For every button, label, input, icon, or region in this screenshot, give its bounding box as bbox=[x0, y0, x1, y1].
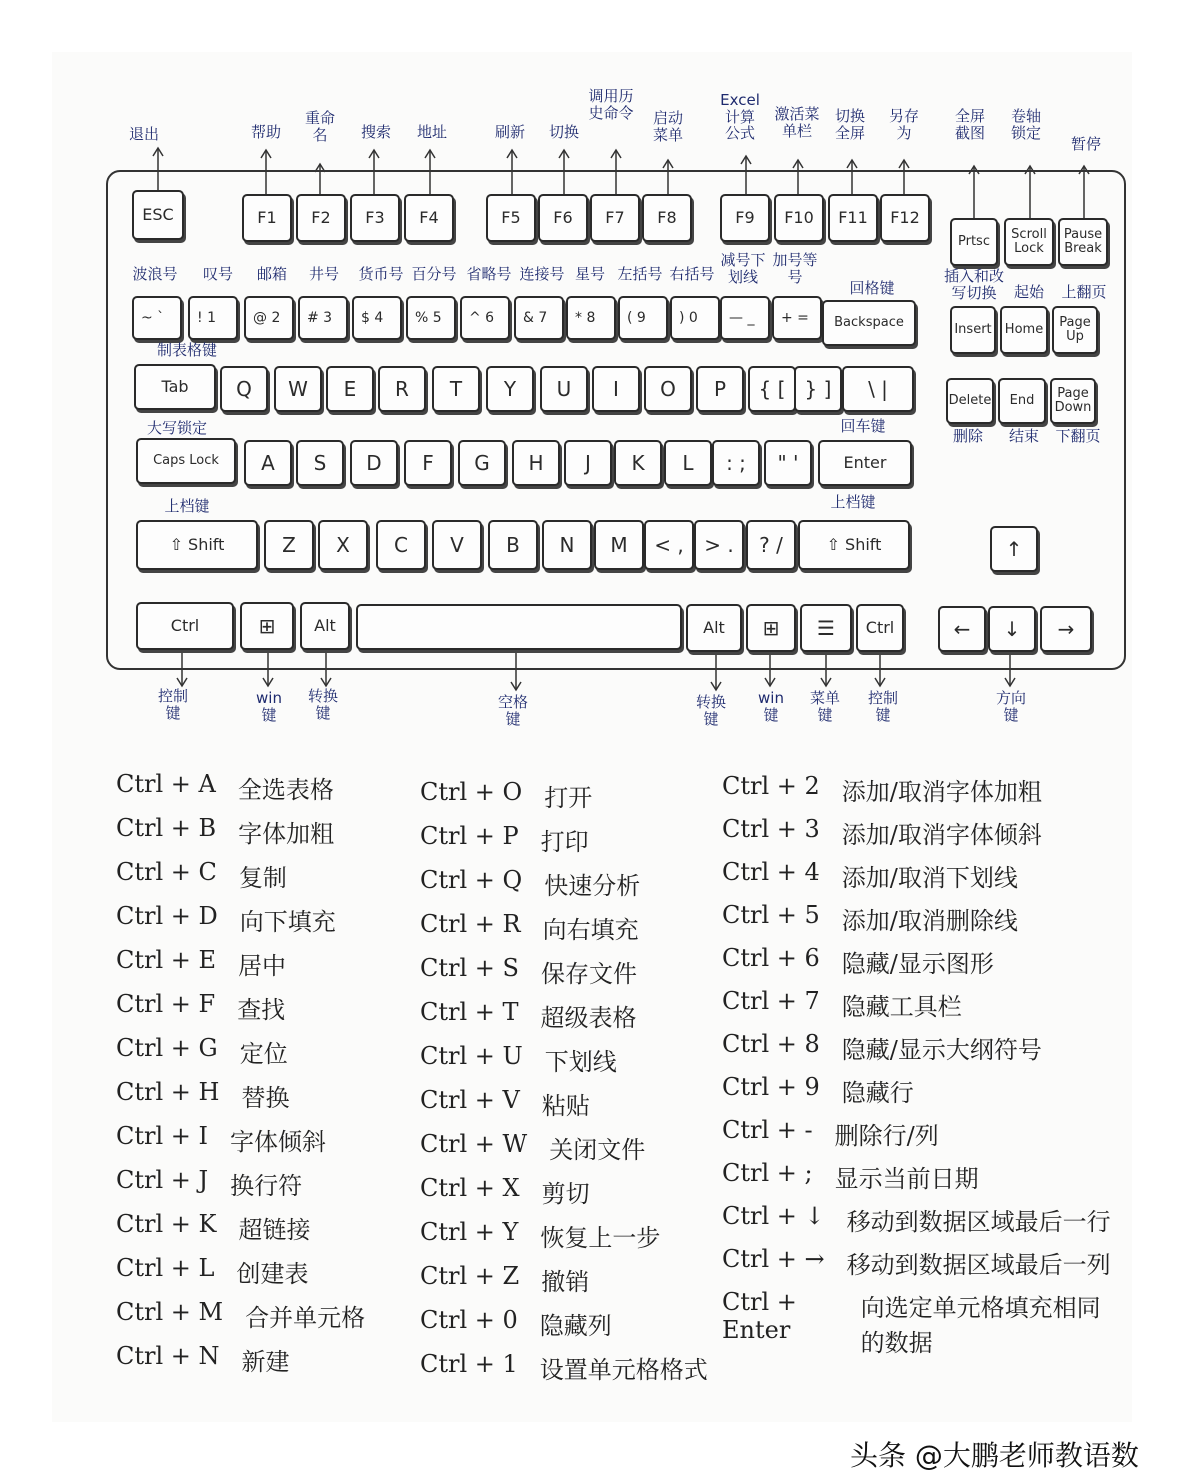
z-row-key-9[interactable]: ? / bbox=[746, 520, 796, 570]
top-label-7: 调用历史命令 bbox=[588, 87, 634, 122]
shortcut-row bbox=[420, 778, 708, 822]
shortcut-description: 替换 bbox=[241, 1084, 290, 1112]
a-row-key-4[interactable]: G bbox=[458, 440, 506, 486]
q-row-key-10[interactable]: { [ bbox=[748, 366, 796, 412]
shortcut-description: 剪切 bbox=[541, 1180, 590, 1208]
shortcut-row bbox=[420, 1130, 708, 1174]
left-alt-key[interactable]: Alt bbox=[300, 602, 350, 650]
shortcut-keys: Ctrl + A bbox=[116, 770, 216, 798]
annotation-3: 井号 bbox=[308, 265, 339, 283]
page-down-key[interactable]: Page Down bbox=[1050, 378, 1096, 424]
f9-key[interactable]: F9 bbox=[720, 194, 770, 242]
z-row-key-4[interactable]: B bbox=[488, 520, 538, 570]
shortcut-description: 向下填充 bbox=[239, 908, 336, 936]
shortcut-description: 居中 bbox=[238, 952, 287, 980]
shortcut-description: 添加/取消字体倾斜 bbox=[841, 821, 1042, 849]
shortcut-keys: Ctrl + G bbox=[116, 1034, 218, 1062]
annotation-16: 上翻页 bbox=[1061, 283, 1107, 301]
left-win-key[interactable] bbox=[240, 602, 294, 650]
shortcut-keys: Ctrl + T bbox=[420, 998, 519, 1026]
f3-key[interactable]: F3 bbox=[350, 194, 400, 242]
backspace-key[interactable]: Backspace bbox=[822, 300, 916, 346]
annotation-2: 邮箱 bbox=[256, 265, 287, 283]
right-ctrl-key[interactable]: Ctrl bbox=[856, 604, 904, 652]
shortcut-description: 定位 bbox=[239, 1040, 288, 1068]
top-label-13: 全屏截图 bbox=[954, 107, 985, 142]
left-ctrl-key[interactable]: Ctrl bbox=[136, 602, 234, 650]
shortcut-row bbox=[722, 1202, 1111, 1245]
shortcut-description: 撤销 bbox=[541, 1268, 590, 1296]
shortcut-row bbox=[420, 822, 708, 866]
shortcut-keys: Ctrl + Enter bbox=[722, 1288, 797, 1344]
tab-key[interactable]: Tab bbox=[134, 364, 216, 410]
shortcut-row bbox=[116, 1034, 365, 1078]
home-key[interactable]: Home bbox=[1000, 306, 1048, 354]
bottom-label-6: 菜单键 bbox=[809, 689, 840, 724]
q-row-key-2[interactable]: E bbox=[326, 366, 374, 412]
shortcut-description: 向选定单元格填充相同的数据 bbox=[860, 1294, 1101, 1357]
num-key-0[interactable]: ~ ` bbox=[132, 296, 182, 340]
num-key-1[interactable]: ! 1 bbox=[188, 296, 238, 340]
f4-key[interactable]: F4 bbox=[404, 194, 454, 242]
shortcut-row bbox=[420, 1350, 708, 1394]
a-row-key-1[interactable]: S bbox=[296, 440, 344, 486]
up-arrow-key[interactable]: ↑ bbox=[990, 526, 1038, 572]
right-alt-key[interactable]: Alt bbox=[686, 604, 742, 652]
esc-key[interactable]: ESC bbox=[132, 190, 184, 240]
q-row-key-3[interactable]: R bbox=[378, 366, 426, 412]
a-row-key-9[interactable]: : ; bbox=[712, 440, 760, 486]
shortcut-description: 隐藏工具栏 bbox=[841, 993, 962, 1021]
shortcut-description: 字体倾斜 bbox=[230, 1128, 327, 1156]
shortcut-row bbox=[722, 944, 1111, 987]
top-label-0: 退出 bbox=[128, 125, 159, 143]
shortcut-keys: Ctrl + K bbox=[116, 1210, 217, 1238]
f11-key[interactable]: F11 bbox=[828, 194, 878, 242]
annotation-18: 大写锁定 bbox=[146, 419, 207, 437]
shortcut-row bbox=[116, 990, 365, 1034]
shortcut-description: 创建表 bbox=[236, 1260, 309, 1288]
shortcut-keys: Ctrl + 4 bbox=[722, 858, 820, 886]
z-row-key-8[interactable]: > . bbox=[694, 520, 744, 570]
z-row-key-1[interactable]: X bbox=[318, 520, 368, 570]
down-arrow-key[interactable]: ↓ bbox=[988, 606, 1036, 652]
a-row-key-0[interactable]: A bbox=[244, 440, 292, 486]
z-row-key-3[interactable]: V bbox=[432, 520, 482, 570]
num-key-8[interactable]: * 8 bbox=[566, 296, 616, 340]
a-row-key-7[interactable]: K bbox=[614, 440, 662, 486]
shortcut-keys: Ctrl + F bbox=[116, 990, 216, 1018]
shortcut-keys: Ctrl + S bbox=[420, 954, 519, 982]
shortcut-description: 超链接 bbox=[238, 1216, 311, 1244]
shortcut-description: 打印 bbox=[540, 828, 589, 856]
shortcut-keys: Ctrl + ↓ bbox=[722, 1202, 825, 1230]
annotation-9: 左括号 bbox=[617, 265, 663, 283]
left-arrow-key[interactable]: ← bbox=[938, 606, 986, 652]
top-label-14: 卷轴锁定 bbox=[1010, 107, 1041, 142]
shortcut-column-3 bbox=[722, 772, 1111, 1378]
shortcut-row bbox=[722, 1245, 1111, 1288]
bottom-label-1: win键 bbox=[256, 689, 282, 724]
page-up-key[interactable]: Page Up bbox=[1052, 306, 1098, 354]
shortcut-description: 字体加粗 bbox=[238, 820, 335, 848]
top-label-9: Excel计算公式 bbox=[720, 91, 760, 142]
annotation-1: 叹号 bbox=[202, 265, 233, 283]
shortcut-keys: Ctrl + Y bbox=[420, 1218, 519, 1246]
top-label-6: 切换 bbox=[548, 123, 579, 141]
shortcut-keys: Ctrl + C bbox=[116, 858, 217, 886]
shortcut-row bbox=[116, 1122, 365, 1166]
right-win-key[interactable] bbox=[746, 604, 796, 652]
annotation-21: 上档键 bbox=[830, 493, 876, 511]
windows-icon: ⊞ bbox=[258, 613, 276, 638]
annotation-19: 回车键 bbox=[840, 417, 886, 435]
top-label-10: 激活菜单栏 bbox=[774, 105, 820, 140]
shortcut-description: 隐藏行 bbox=[841, 1079, 914, 1107]
annotation-24: 下翻页 bbox=[1055, 427, 1101, 445]
shortcut-description: 添加/取消字体加粗 bbox=[841, 778, 1042, 806]
f6-key[interactable]: F6 bbox=[538, 194, 588, 242]
shortcut-description: 移动到数据区域最后一列 bbox=[846, 1251, 1111, 1279]
bottom-label-7: 控制键 bbox=[867, 689, 898, 724]
num-key-11[interactable]: — _ bbox=[720, 296, 770, 340]
z-row-key-5[interactable]: N bbox=[542, 520, 592, 570]
prtsc-key[interactable]: Prtsc bbox=[950, 218, 998, 266]
shortcut-row bbox=[722, 1116, 1111, 1159]
q-row-key-11[interactable]: } ] bbox=[794, 366, 842, 412]
shortcut-description: 显示当前日期 bbox=[834, 1165, 979, 1193]
shortcut-row bbox=[722, 987, 1111, 1030]
shortcut-row bbox=[116, 902, 365, 946]
f8-key[interactable]: F8 bbox=[642, 194, 692, 242]
num-key-12[interactable]: + = bbox=[772, 296, 822, 340]
shortcut-keys: Ctrl + U bbox=[420, 1042, 523, 1070]
shortcut-description: 新建 bbox=[241, 1348, 290, 1376]
bottom-label-0: 控制键 bbox=[157, 687, 188, 722]
annotation-23: 结束 bbox=[1008, 427, 1039, 445]
a-row-key-10[interactable]: " ' bbox=[764, 440, 812, 486]
shortcut-description: 复制 bbox=[238, 864, 287, 892]
z-row-key-7[interactable]: < , bbox=[644, 520, 694, 570]
shortcut-row bbox=[116, 814, 365, 858]
annotation-6: 省略号 bbox=[466, 265, 512, 283]
shortcut-keys: Ctrl + E bbox=[116, 946, 217, 974]
shortcut-keys: Ctrl + Z bbox=[420, 1262, 520, 1290]
shortcut-row bbox=[722, 1159, 1111, 1202]
a-row-key-6[interactable]: J bbox=[564, 440, 612, 486]
shortcut-keys: Ctrl + J bbox=[116, 1166, 209, 1194]
shortcut-keys: Ctrl + R bbox=[420, 910, 521, 938]
shortcut-row bbox=[116, 858, 365, 902]
shortcut-keys: Ctrl + 2 bbox=[722, 772, 820, 800]
shortcut-row bbox=[722, 901, 1111, 944]
shortcut-row bbox=[722, 1073, 1111, 1116]
annotation-14: 插入和改写切换 bbox=[944, 267, 1005, 302]
num-key-4[interactable]: $ 4 bbox=[352, 296, 402, 340]
shortcut-description: 隐藏/显示大纲符号 bbox=[841, 1036, 1042, 1064]
shortcut-row bbox=[722, 1030, 1111, 1073]
shortcut-keys: Ctrl + N bbox=[116, 1342, 220, 1370]
shortcut-description: 保存文件 bbox=[540, 960, 637, 988]
shortcut-row bbox=[116, 946, 365, 990]
shortcut-row bbox=[722, 815, 1111, 858]
annotation-22: 删除 bbox=[952, 427, 983, 445]
shortcut-row bbox=[420, 1086, 708, 1130]
shortcut-description: 粘贴 bbox=[541, 1092, 590, 1120]
shortcut-keys: Ctrl + ; bbox=[722, 1159, 813, 1187]
num-key-10[interactable]: ) 0 bbox=[670, 296, 720, 340]
num-key-7[interactable]: & 7 bbox=[514, 296, 564, 340]
a-row-key-3[interactable]: F bbox=[404, 440, 452, 486]
shortcut-keys: Ctrl + P bbox=[420, 822, 519, 850]
shortcut-description: 添加/取消删除线 bbox=[841, 907, 1018, 935]
shortcut-row bbox=[722, 772, 1111, 815]
shortcut-description: 合并单元格 bbox=[245, 1304, 366, 1332]
z-row-key-6[interactable]: M bbox=[594, 520, 644, 570]
right-shift-key[interactable]: ⇧ Shift bbox=[798, 520, 910, 570]
a-row-key-5[interactable]: H bbox=[512, 440, 560, 486]
top-label-2: 重命名 bbox=[304, 109, 335, 144]
shortcut-row bbox=[420, 1042, 708, 1086]
shortcut-row bbox=[420, 866, 708, 910]
num-key-9[interactable]: ( 9 bbox=[618, 296, 668, 340]
shortcut-keys: Ctrl + V bbox=[420, 1086, 520, 1114]
windows-icon: ⊞ bbox=[762, 615, 780, 640]
insert-key[interactable]: Insert bbox=[950, 306, 996, 354]
shortcut-keys: Ctrl + 3 bbox=[722, 815, 820, 843]
shortcut-keys: Ctrl + M bbox=[116, 1298, 224, 1326]
num-key-6[interactable]: ^ 6 bbox=[460, 296, 510, 340]
shortcut-row bbox=[116, 1298, 365, 1342]
shortcut-keys: Ctrl + 1 bbox=[420, 1350, 518, 1378]
f10-key[interactable]: F10 bbox=[774, 194, 824, 242]
shortcut-column-2 bbox=[420, 778, 708, 1394]
q-row-key-1[interactable]: W bbox=[274, 366, 322, 412]
bottom-label-4: 转换键 bbox=[695, 693, 726, 728]
shortcut-description: 恢复上一步 bbox=[540, 1224, 661, 1252]
shortcut-keys: Ctrl + I bbox=[116, 1122, 209, 1150]
shortcut-keys: Ctrl + B bbox=[116, 814, 217, 842]
f2-key[interactable]: F2 bbox=[296, 194, 346, 242]
shortcut-row bbox=[722, 858, 1111, 901]
annotation-12: 加号等号 bbox=[772, 251, 818, 286]
shortcut-description: 换行符 bbox=[230, 1172, 303, 1200]
shortcut-row bbox=[116, 770, 365, 814]
shortcut-row bbox=[116, 1166, 365, 1210]
annotation-20: 上档键 bbox=[164, 497, 210, 515]
shortcut-keys: Ctrl + H bbox=[116, 1078, 220, 1106]
space-bar[interactable] bbox=[356, 604, 682, 650]
annotation-13: 回格键 bbox=[849, 279, 895, 297]
z-row-key-0[interactable]: Z bbox=[264, 520, 314, 570]
shortcut-keys: Ctrl + D bbox=[116, 902, 218, 930]
scroll-lock-key[interactable]: Scroll Lock bbox=[1004, 218, 1054, 266]
shortcut-description: 移动到数据区域最后一行 bbox=[846, 1208, 1111, 1236]
annotation-10: 右括号 bbox=[669, 265, 715, 283]
f12-key[interactable]: F12 bbox=[880, 194, 930, 242]
annotation-17: 制表格键 bbox=[156, 341, 217, 359]
a-row-key-2[interactable]: D bbox=[350, 440, 398, 486]
shortcut-row bbox=[722, 1288, 1102, 1378]
top-label-1: 帮助 bbox=[250, 123, 281, 141]
num-key-2[interactable]: @ 2 bbox=[244, 296, 294, 340]
f5-key[interactable]: F5 bbox=[486, 194, 536, 242]
shortcut-row bbox=[116, 1078, 365, 1122]
shortcut-row bbox=[116, 1342, 365, 1386]
pause-break-key[interactable]: Pause Break bbox=[1058, 218, 1108, 266]
q-row-key-12[interactable]: \ | bbox=[842, 366, 914, 412]
q-row-key-7[interactable]: I bbox=[592, 366, 640, 412]
shortcut-row bbox=[420, 910, 708, 954]
a-row-key-8[interactable]: L bbox=[664, 440, 712, 486]
shortcut-keys: Ctrl + L bbox=[116, 1254, 215, 1282]
shortcut-row bbox=[116, 1254, 365, 1298]
shortcut-keys: Ctrl + 0 bbox=[420, 1306, 518, 1334]
shortcut-row bbox=[420, 1262, 708, 1306]
shortcut-row bbox=[116, 1210, 365, 1254]
shortcut-description: 添加/取消下划线 bbox=[841, 864, 1018, 892]
shortcut-keys: Ctrl + 9 bbox=[722, 1073, 820, 1101]
annotation-4: 货币号 bbox=[358, 265, 404, 283]
bottom-label-2: 转换键 bbox=[307, 687, 338, 722]
shortcut-row bbox=[420, 998, 708, 1042]
q-row-key-0[interactable]: Q bbox=[220, 366, 268, 412]
shortcut-row bbox=[420, 954, 708, 998]
shortcut-keys: Ctrl + - bbox=[722, 1116, 813, 1144]
right-arrow-key[interactable]: → bbox=[1040, 606, 1092, 652]
menu-key[interactable] bbox=[800, 604, 852, 652]
top-label-5: 刷新 bbox=[494, 123, 525, 141]
end-key[interactable]: End bbox=[998, 378, 1046, 424]
bottom-label-5: win键 bbox=[758, 689, 784, 724]
shortcut-description: 打开 bbox=[544, 784, 593, 812]
shortcut-keys: Ctrl + 5 bbox=[722, 901, 820, 929]
delete-key[interactable]: Delete bbox=[946, 378, 994, 424]
top-label-11: 切换全屏 bbox=[834, 107, 865, 142]
shortcut-description: 删除行/列 bbox=[834, 1122, 939, 1150]
shortcut-keys: Ctrl + → bbox=[722, 1245, 825, 1273]
shortcut-keys: Ctrl + 8 bbox=[722, 1030, 820, 1058]
annotation-7: 连接号 bbox=[519, 265, 565, 283]
num-key-3[interactable]: # 3 bbox=[298, 296, 348, 340]
top-label-8: 启动菜单 bbox=[652, 109, 683, 144]
shortcut-column-1 bbox=[116, 770, 365, 1386]
shortcut-description: 查找 bbox=[237, 996, 286, 1024]
q-row-key-6[interactable]: U bbox=[540, 366, 588, 412]
q-row-key-5[interactable]: Y bbox=[486, 366, 534, 412]
q-row-key-9[interactable]: P bbox=[696, 366, 744, 412]
shortcut-keys: Ctrl + W bbox=[420, 1130, 528, 1158]
q-row-key-4[interactable]: T bbox=[432, 366, 480, 412]
shortcut-description: 超级表格 bbox=[540, 1004, 637, 1032]
enter-key[interactable]: Enter bbox=[818, 440, 912, 486]
f1-key[interactable]: F1 bbox=[242, 194, 292, 242]
shortcut-keys: Ctrl + Q bbox=[420, 866, 523, 894]
bottom-label-8: 方向键 bbox=[995, 689, 1026, 724]
top-label-3: 搜索 bbox=[360, 123, 391, 141]
shortcut-keys: Ctrl + O bbox=[420, 778, 523, 806]
top-label-15: 暂停 bbox=[1070, 135, 1101, 153]
shortcut-row bbox=[420, 1218, 708, 1262]
z-row-key-2[interactable]: C bbox=[376, 520, 426, 570]
shortcut-description: 隐藏/显示图形 bbox=[841, 950, 994, 978]
shortcut-row bbox=[420, 1306, 708, 1350]
shortcut-keys: Ctrl + X bbox=[420, 1174, 520, 1202]
shortcut-description: 快速分析 bbox=[544, 872, 641, 900]
bottom-label-3: 空格键 bbox=[497, 693, 528, 728]
f7-key[interactable]: F7 bbox=[590, 194, 640, 242]
annotation-15: 起始 bbox=[1013, 283, 1044, 301]
shortcut-row bbox=[420, 1174, 708, 1218]
num-key-5[interactable]: % 5 bbox=[406, 296, 456, 340]
annotation-8: 星号 bbox=[574, 265, 605, 283]
shortcut-description: 向右填充 bbox=[542, 916, 639, 944]
annotation-5: 百分号 bbox=[411, 265, 457, 283]
shortcut-description: 设置单元格格式 bbox=[539, 1356, 708, 1384]
shortcut-description: 关闭文件 bbox=[549, 1136, 646, 1164]
shortcut-description: 隐藏列 bbox=[539, 1312, 612, 1340]
watermark: 头条 @大鹏老师教语数 bbox=[850, 1439, 1139, 1472]
top-label-12: 另存为 bbox=[888, 107, 919, 142]
top-label-4: 地址 bbox=[416, 123, 447, 141]
left-shift-key[interactable]: ⇧ Shift bbox=[136, 520, 258, 570]
annotation-0: 波浪号 bbox=[132, 265, 178, 283]
shortcut-keys: Ctrl + 7 bbox=[722, 987, 820, 1015]
shortcut-description: 下划线 bbox=[544, 1048, 617, 1076]
shortcut-keys: Ctrl + 6 bbox=[722, 944, 820, 972]
annotation-11: 减号下划线 bbox=[720, 251, 766, 286]
shortcut-description: 全选表格 bbox=[237, 776, 334, 804]
q-row-key-8[interactable]: O bbox=[644, 366, 692, 412]
caps-lock-key[interactable]: Caps Lock bbox=[136, 438, 236, 484]
menu-icon: ☰ bbox=[817, 615, 835, 640]
